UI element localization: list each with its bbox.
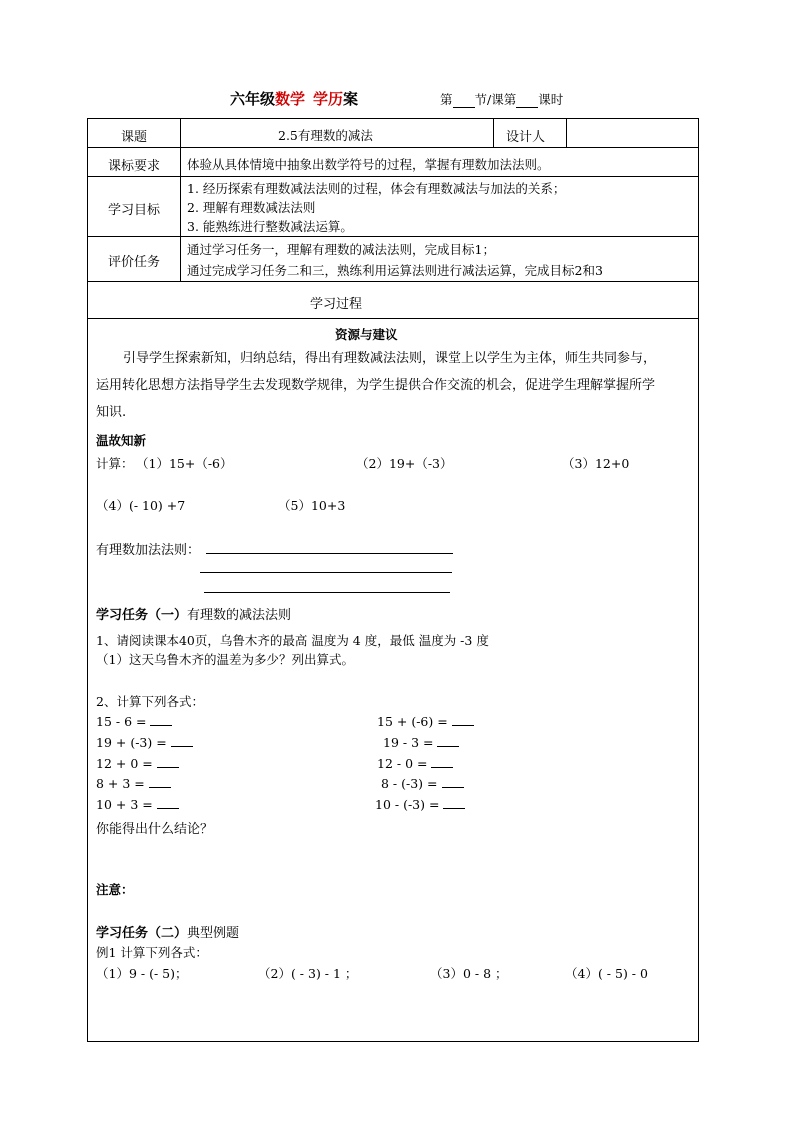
slot-blank-section[interactable]: [453, 95, 475, 108]
slot-prefix: 第: [440, 92, 453, 107]
title-type: 学历: [313, 90, 344, 108]
expr-right: [377, 714, 474, 729]
eval-label: 评价任务: [107, 255, 160, 270]
standard-label: 课标要求: [107, 159, 160, 174]
expr-text: 19 + (-3) =: [96, 735, 167, 750]
task2-title: 典型例题: [187, 926, 240, 941]
calc-item: （3）12+0: [562, 456, 630, 471]
slot-mid: 节/课第: [474, 92, 517, 107]
expr-text: 10 + 3 =: [96, 797, 153, 812]
task1-heading: 学习任务（一）: [96, 608, 188, 623]
lesson-table: [87, 118, 699, 1042]
topic-value: 2.5有理数的减法: [278, 128, 373, 143]
expr-text: 12 + 0 =: [96, 756, 153, 771]
task1-question: 1、请阅读课本40页，乌鲁木齐的最高 温度为 4 度，最低 温度为 -3 度: [96, 633, 489, 648]
resources-heading: 资源与建议: [335, 327, 398, 342]
document-header: [230, 88, 630, 108]
goals-label: 学习目标: [107, 203, 160, 218]
title-suffix: 案: [343, 90, 359, 108]
row-process: [88, 282, 698, 319]
expr-text: 10 - (-3) =: [375, 797, 440, 812]
calc-item: （1）15+（-6）: [136, 456, 233, 471]
task1-subquestion: （1）这天乌鲁木齐的温差为多少？列出算式。: [96, 652, 354, 667]
calc-item: （2）19+（-3）: [356, 456, 453, 471]
example-item: （4）( - 5) - 0: [565, 966, 648, 981]
answer-blank[interactable]: [149, 776, 171, 788]
example-label: 例1 计算下列各式：: [96, 945, 208, 960]
eval-item: 通过完成学习任务二和三，熟练利用运算法则进行减法运算，完成目标2和3: [187, 263, 603, 278]
document-title: [230, 88, 358, 109]
answer-blank[interactable]: [157, 797, 179, 809]
expr-right: [375, 797, 465, 812]
task2-heading-line: [96, 922, 239, 941]
task1-heading-line: [96, 604, 291, 623]
task2-heading: 学习任务（二）: [96, 926, 188, 941]
intro-line: 引导学生探索新知，归纳总结，得出有理数减法法则，课堂上以学生为主体，师生共同参与，: [123, 351, 657, 366]
expr-text: 19 - 3 =: [383, 735, 434, 750]
calc-item: （4）(- 10) +7: [96, 498, 186, 513]
task1-title: 有理数的减法法则: [187, 608, 292, 623]
expr-left: [96, 735, 193, 750]
expr-left: [96, 756, 179, 771]
expr-right: [377, 756, 453, 771]
expr-left: [96, 714, 172, 729]
expr-right: [383, 735, 459, 750]
answer-line[interactable]: [206, 553, 453, 554]
row-standard: [88, 148, 698, 177]
answer-blank[interactable]: [150, 714, 172, 726]
process-heading: 学习过程: [310, 297, 363, 312]
goal-item: 1. 经历探索有理数减法法则的过程，体会有理数减法与加法的关系；: [187, 181, 566, 196]
expr-text: 12 - 0 =: [377, 756, 428, 771]
answer-blank[interactable]: [437, 735, 459, 747]
note-label: 注意：: [96, 882, 134, 897]
expr-left: [96, 797, 179, 812]
topic-label: 课题: [120, 130, 147, 145]
answer-line[interactable]: [200, 572, 452, 573]
expr-text: 8 - (-3) =: [381, 776, 438, 791]
row-evaluation: [88, 237, 698, 282]
intro-line: 运用转化思想方法指导学生去发现数学规律，为学生提供合作交流的机会，促进学生理解掌握所学: [96, 378, 656, 393]
expr-left: [96, 776, 171, 791]
row-topic: [88, 119, 698, 148]
calc-prefix: 计算：: [96, 456, 134, 471]
slot-suffix: 课时: [538, 92, 564, 107]
answer-blank[interactable]: [442, 776, 464, 788]
designer-label: 设计人: [506, 130, 546, 145]
eval-item: 通过学习任务一，理解有理数的减法法则，完成目标1；: [187, 242, 495, 257]
answer-blank[interactable]: [431, 756, 453, 768]
example-item: （3）0 - 8 ；: [430, 966, 508, 981]
expr-right: [381, 776, 464, 791]
expr-text: 8 + 3 =: [96, 776, 145, 791]
lesson-slot: [440, 90, 563, 108]
conclusion-question: 你能得出什么结论？: [96, 822, 214, 837]
expr-text: 15 + (-6) =: [377, 714, 448, 729]
goal-item: 3. 能熟练进行整数减法运算。: [187, 219, 353, 234]
answer-blank[interactable]: [452, 714, 474, 726]
goal-item: 2. 理解有理数减法法则: [187, 200, 316, 215]
answer-blank[interactable]: [171, 735, 193, 747]
example-item: （1）9 - (- 5)；: [96, 966, 188, 981]
answer-blank[interactable]: [157, 756, 179, 768]
title-grade: 六年级: [230, 90, 276, 108]
review-heading: 温故知新: [96, 433, 147, 448]
addition-rule-label: 有理数加法法则：: [96, 543, 201, 558]
slot-blank-period[interactable]: [516, 95, 538, 108]
expr-text: 15 - 6 =: [96, 714, 147, 729]
intro-line: 知识.: [96, 405, 127, 420]
calc-item: （5）10+3: [278, 498, 346, 513]
standard-value: 体验从具体情境中抽象出数学符号的过程，掌握有理数加法法则。: [187, 157, 550, 172]
row-goals: [88, 177, 698, 237]
answer-line[interactable]: [204, 592, 450, 593]
title-subject: 数学: [275, 90, 306, 108]
example-item: （2）( - 3) - 1 ；: [258, 966, 358, 981]
task1-calc-label: 2、计算下列各式：: [96, 694, 204, 709]
answer-blank[interactable]: [443, 797, 465, 809]
